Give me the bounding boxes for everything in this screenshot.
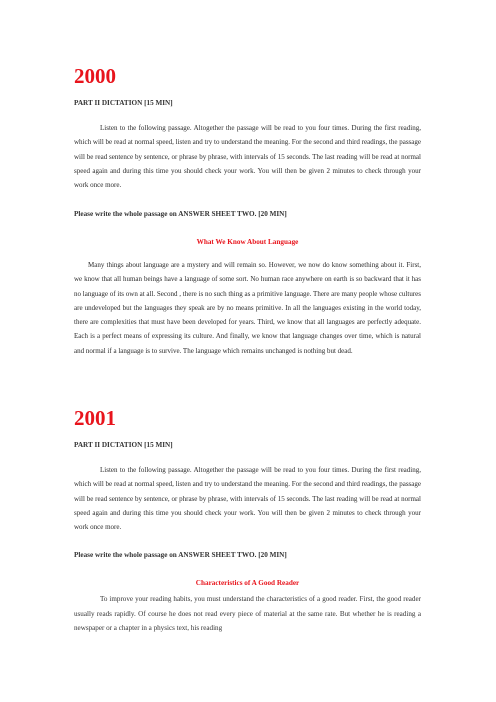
- part-heading: PART II DICTATION [15 MIN]: [74, 99, 173, 107]
- year-heading: 2000: [74, 64, 116, 88]
- passage-title: Characteristics of A Good Reader: [195, 579, 300, 587]
- passage-title: What We Know About Language: [196, 238, 299, 246]
- passage-body: Many things about language are a mystery and will remain so. However, we now do know something about it. First, we know that all human beings have a language of some sort. No human race anywhere on earth is so backward that it has no language of its own at all. Second , there is no such thing as a primitive language. There are many people whose cultures are undeveloped but the languages they speak are by no means primitive. In all the languages existing in the world today, there are complexities that must have been developed for years. Third, we know that all languages are perfectly adequate. Each is a perfect means of expressing its culture. And finally, we know that language changes over time, which is natural and normal if a language is to survive. The language which remains unchanged is nothing but dead.: [74, 261, 421, 355]
- instructions-paragraph: Listen to the following passage. Altogether the passage will be read to you four times. During the first reading, which will be read at normal speed, listen and try to understand the meaning. For the second and third readings, the passage will be read sentence by sentence, or phrase by phrase, with intervals of 15 seconds. The last reading will be read at normal speed again and during this time you should check your work. You will then be given 2 minutes to check through your work once more.: [74, 124, 421, 190]
- year-heading: 2001: [74, 406, 116, 430]
- answer-sheet-note: Please write the whole passage on ANSWER SHEET TWO. [20 MIN]: [74, 551, 287, 559]
- instructions-paragraph: Listen to the following passage. Altogether the passage will be read to you four times. During the first reading, which will be read at normal speed, listen and try to understand the meaning. For the second and third readings, the passage will be read sentence by sentence, or phrase by phrase, with intervals of 15 seconds. The last reading will be read at normal speed again and during this time you should check your work. You will then be given 2 minutes to check through your work once more.: [74, 466, 421, 532]
- passage-body: To improve your reading habits, you must understand the characteristics of a good reader. First, the good reader usually reads rapidly. Of course he does not read every piece of material at the same rate. But whether he is reading a newspaper or a chapter in a physics text, his reading: [74, 595, 421, 633]
- answer-sheet-note: Please write the whole passage on ANSWER SHEET TWO. [20 MIN]: [74, 210, 287, 218]
- part-heading: PART II DICTATION [15 MIN]: [74, 441, 173, 449]
